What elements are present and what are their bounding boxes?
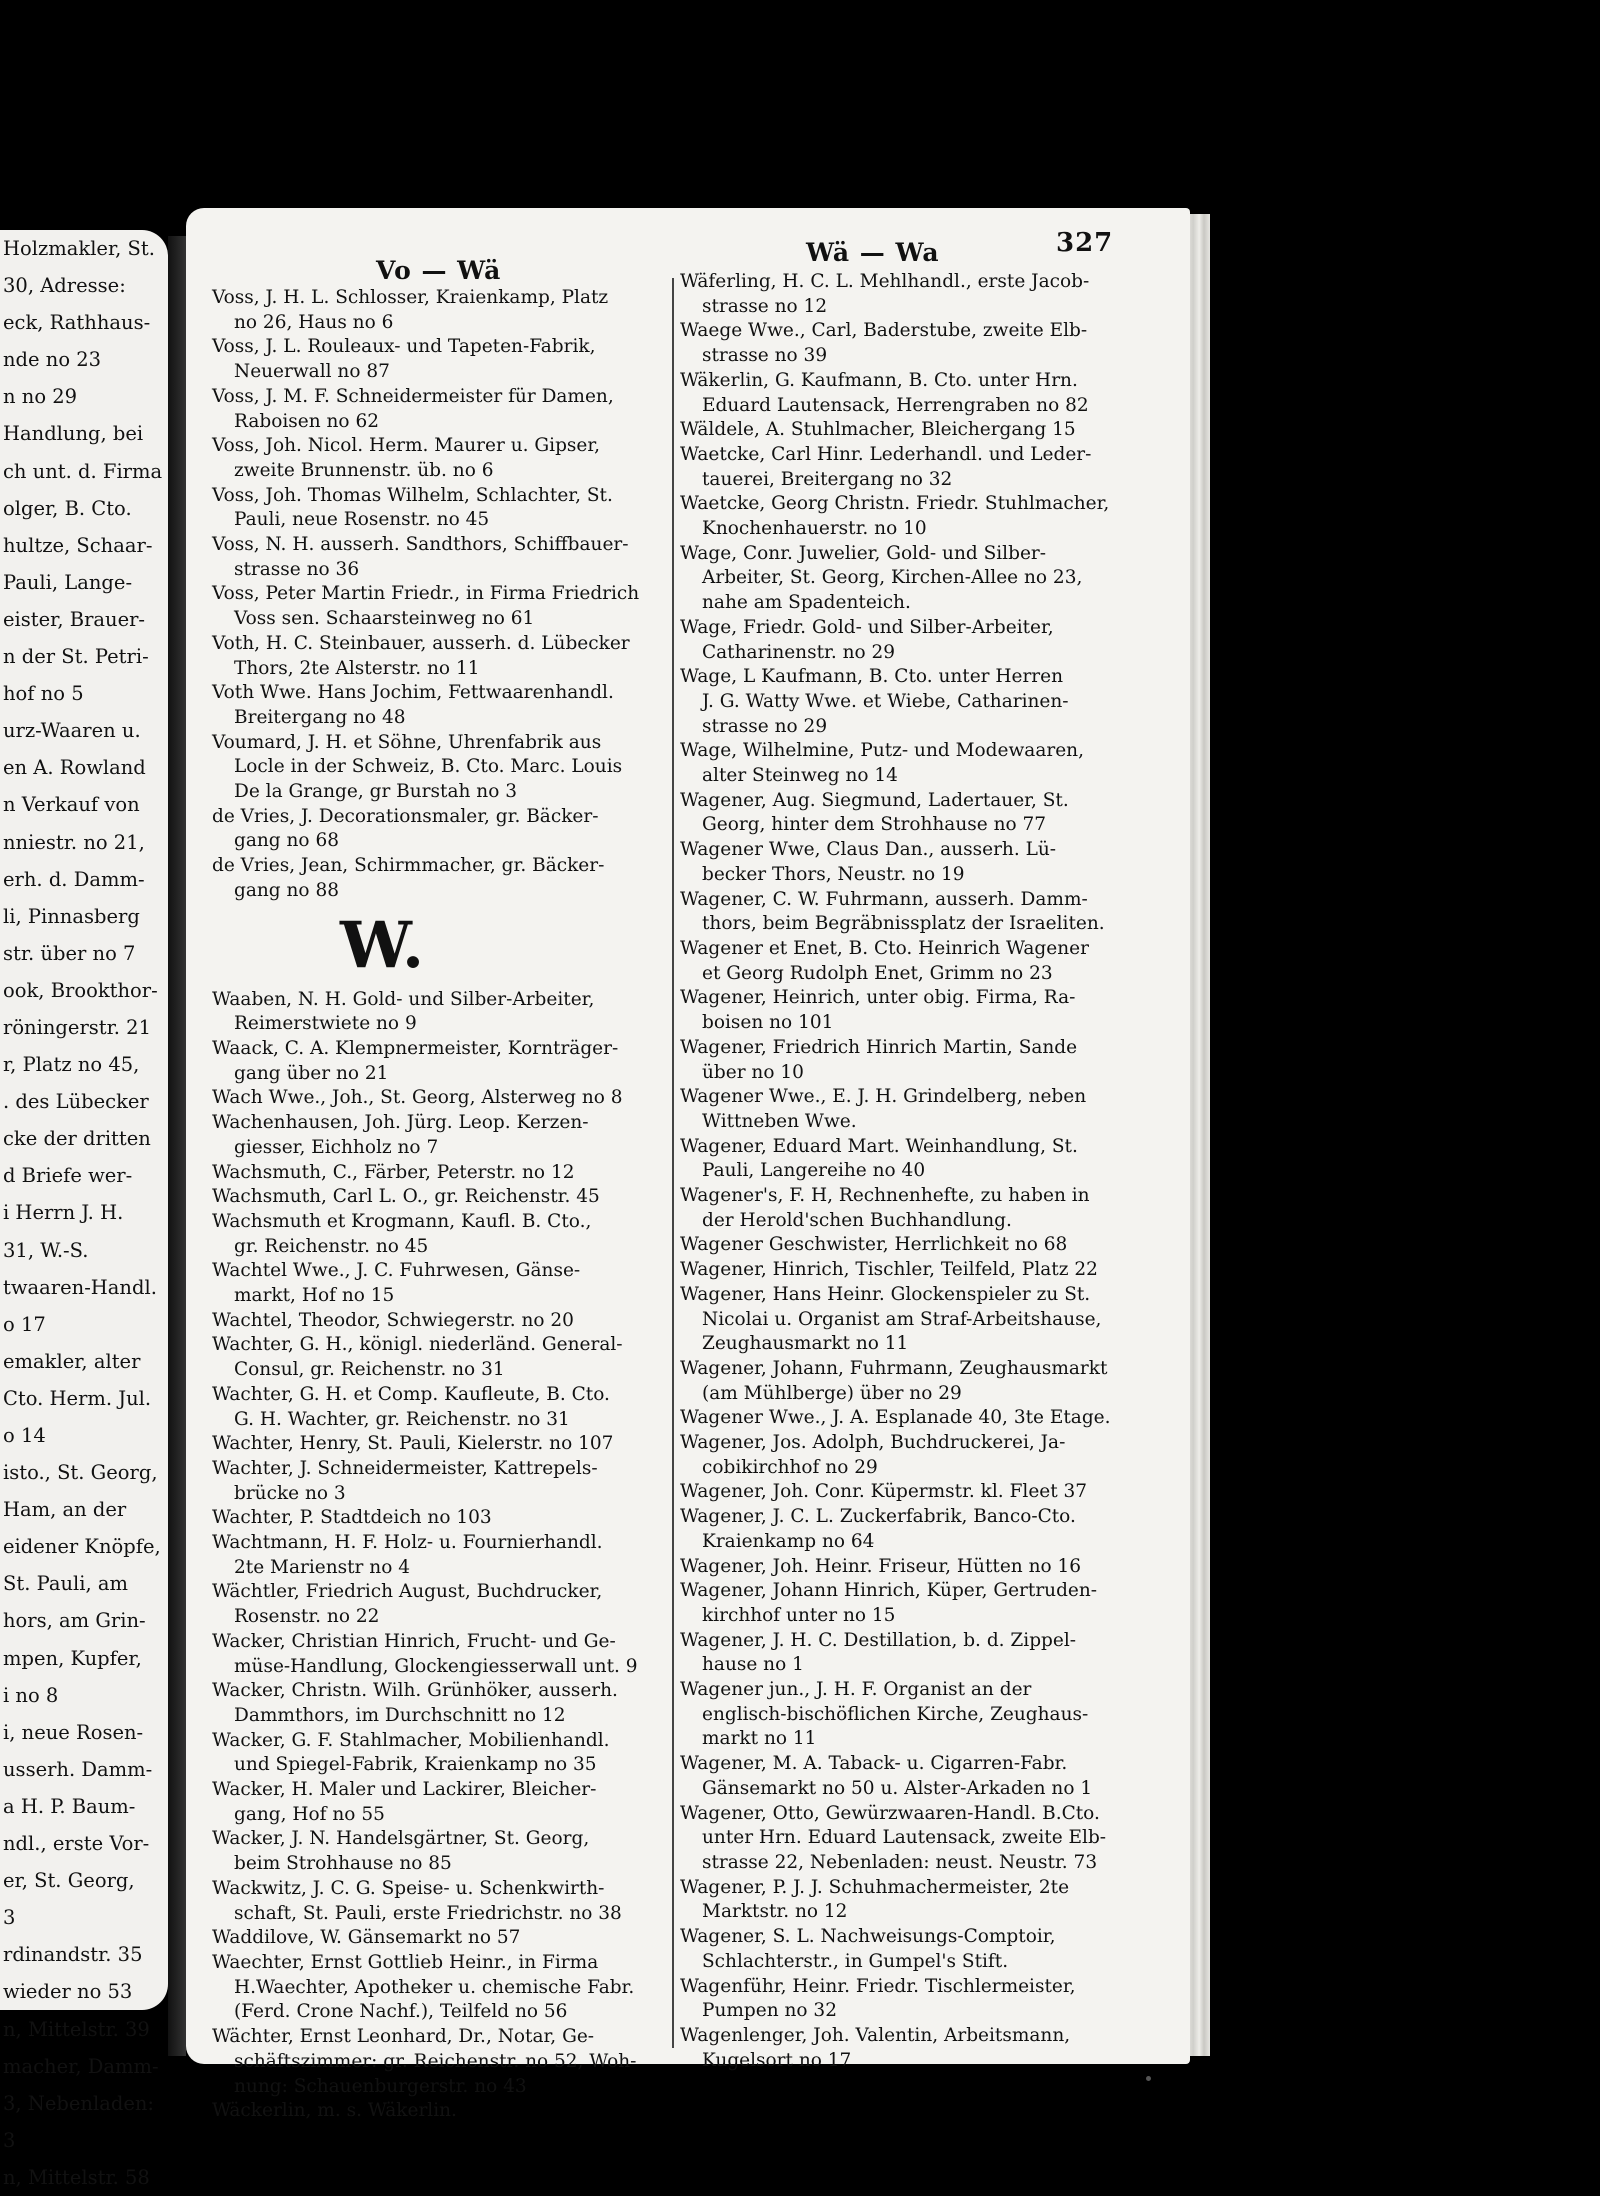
directory-entry-line: Wagener's, F. H, Rechnenhefte, zu haben in: [680, 1185, 1090, 1207]
directory-entry-line: Wachter, J. Schneidermeister, Kattrepels-: [212, 1457, 598, 1479]
left-page-line: eidener Knöpfe,: [3, 1535, 161, 1559]
gutter-shadow: [168, 236, 186, 2056]
column-divider: [672, 278, 674, 2048]
left-page-line: erh. d. Damm-: [3, 867, 145, 891]
left-page-line: röningerstr. 21: [3, 1015, 151, 1039]
directory-entry-line: gr. Reichenstr. no 45: [234, 1235, 429, 1257]
directory-entry-line: Wacker, Christn. Wilh. Grünhöker, ausserh.: [212, 1680, 618, 1702]
directory-entry-line: und Spiegel-Fabrik, Kraienkamp no 35: [234, 1754, 597, 1776]
directory-entry-line: Raboisen no 62: [234, 410, 379, 432]
directory-entry-line: nung: Schauenburgerstr. no 43: [234, 2075, 527, 2097]
left-page-line: o 14: [3, 1424, 46, 1447]
directory-entry-line: Wagener Geschwister, Herrlichkeit no 68: [680, 1234, 1068, 1256]
section-letter: W.: [340, 907, 425, 983]
directory-page: [186, 208, 1190, 2122]
directory-entry-line: Nicolai u. Organist am Straf-Arbeitshause,: [702, 1308, 1102, 1330]
directory-entry-line: Georg, hinter dem Strohhause no 77: [702, 814, 1047, 836]
directory-entry-line: Wacker, J. N. Handelsgärtner, St. Georg,: [212, 1828, 590, 1850]
directory-entry-line: gang no 88: [234, 879, 339, 901]
directory-entry-line: Wagener jun., J. H. F. Organist an der: [680, 1679, 1032, 1701]
page-number: 327: [1056, 228, 1114, 258]
left-page-line: Cto. Herm. Jul.: [3, 1386, 152, 1410]
directory-entry-line: Wittneben Wwe.: [702, 1110, 857, 1132]
directory-entry-line: müse-Handlung, Glockengiesserwall unt. 9: [234, 1655, 638, 1677]
directory-entry-line: über no 10: [702, 1061, 804, 1083]
directory-entry-line: Wagener, Heinrich, unter obig. Firma, Ra-: [680, 987, 1076, 1009]
left-page-line: o 17: [3, 1312, 46, 1336]
directory-entry-line: Wachter, G. H., königl. niederländ. General-: [212, 1334, 623, 1356]
directory-entry-line: Wagener, Aug. Siegmund, Ladertauer, St.: [680, 789, 1069, 811]
directory-entry-line: (Ferd. Crone Nachf.), Teilfeld no 56: [234, 2001, 568, 2023]
directory-entry-line: Voss, Peter Martin Friedr., in Firma Friedrich: [212, 583, 640, 605]
left-page-line: n Verkauf von: [3, 793, 140, 817]
directory-entry-line: Wage, Friedr. Gold- und Silber-Arbeiter,: [680, 616, 1054, 638]
directory-entry-line: Wächtler, Friedrich August, Buchdrucker,: [212, 1581, 603, 1603]
left-page-line: 3: [3, 1906, 16, 1930]
directory-entry-line: boisen no 101: [702, 1012, 834, 1034]
left-page-line: en A. Rowland: [3, 756, 146, 780]
directory-entry-line: Wagener, Johann Hinrich, Küper, Gertruden-: [680, 1580, 1098, 1602]
left-page-line: r, Platz no 45,: [3, 1053, 140, 1077]
directory-entry-line: Wachsmuth, Carl L. O., gr. Reichenstr. 45: [212, 1186, 600, 1208]
directory-entry-line: nahe am Spadenteich.: [702, 592, 911, 614]
directory-entry-line: Wächter, Ernst Leonhard, Dr., Notar, Ge-: [212, 2026, 595, 2048]
directory-entry-line: H.Waechter, Apotheker u. chemische Fabr.: [234, 1976, 635, 1998]
directory-entry-line: Wagener, Friedrich Hinrich Martin, Sande: [680, 1036, 1078, 1058]
directory-entry-line: Voss, Joh. Thomas Wilhelm, Schlachter, St.: [212, 484, 613, 506]
directory-entry-line: Wäkerlin, G. Kaufmann, B. Cto. unter Hrn.: [680, 369, 1078, 391]
directory-entry-line: beim Strohhause no 85: [234, 1853, 452, 1875]
directory-entry-line: Wäldele, A. Stuhlmacher, Bleichergang 15: [680, 419, 1076, 441]
left-page-line: Pauli, Lange-: [3, 570, 133, 594]
directory-entry-line: Wagener, Joh. Conr. Küpermstr. kl. Fleet 37: [680, 1481, 1088, 1503]
directory-entry-line: Wage, L Kaufmann, B. Cto. unter Herren: [680, 666, 1064, 688]
directory-entry-line: Wagener, Hinrich, Tischler, Teilfeld, Platz 22: [680, 1259, 1098, 1281]
directory-entry-line: cobikirchhof no 29: [702, 1456, 878, 1478]
directory-entry-line: Zeughausmarkt no 11: [702, 1333, 909, 1355]
left-page-line: eck, Rathhaus-: [3, 311, 151, 335]
left-page-line: macher, Damm-: [3, 2054, 159, 2078]
directory-entry-line: brücke no 3: [234, 1482, 346, 1504]
left-page-line: wieder no 53: [3, 1980, 133, 2004]
directory-entry-line: Wagener et Enet, B. Cto. Heinrich Wagener: [680, 937, 1089, 959]
directory-entry-line: Eduard Lautensack, Herrengraben no 82: [702, 394, 1089, 416]
column-left: [212, 286, 639, 2124]
left-page-line: twaaren-Handl.: [3, 1275, 157, 1299]
left-page-line: Handlung, bei: [3, 422, 144, 446]
directory-entry-line: Wachtmann, H. F. Holz- u. Fournierhandl.: [212, 1532, 603, 1554]
left-page-line: 3, Nebenladen:: [3, 2091, 155, 2115]
directory-entry-line: Voss, J. L. Rouleaux- und Tapeten-Fabrik,: [212, 336, 596, 358]
left-page-line: urz-Waaren u.: [3, 719, 141, 743]
directory-entry-line: Wachenhausen, Joh. Jürg. Leop. Kerzen-: [212, 1112, 589, 1134]
left-page-line: n no 29: [3, 385, 78, 409]
directory-entry-line: Rosenstr. no 22: [234, 1606, 380, 1628]
directory-entry-line: de Vries, Jean, Schirmmacher, gr. Bäcker-: [212, 855, 605, 877]
directory-entry-line: de Vries, J. Decorationsmaler, gr. Bäcker-: [212, 805, 599, 827]
directory-entry-line: Waddilove, W. Gänsemarkt no 57: [212, 1927, 521, 1949]
left-page-line: n der St. Petri-: [3, 645, 149, 669]
directory-entry-line: Wachsmuth, C., Färber, Peterstr. no 12: [212, 1161, 575, 1183]
directory-entry-line: Wacker, H. Maler und Lackirer, Bleicher-: [212, 1779, 597, 1801]
left-page-line: 30, Adresse:: [3, 274, 126, 298]
directory-entry-line: Wacker, Christian Hinrich, Frucht- und Ge-: [212, 1630, 616, 1652]
directory-entry-line: zweite Brunnenstr. üb. no 6: [234, 459, 494, 481]
directory-entry-line: Wagener, C. W. Fuhrmann, ausserh. Damm-: [680, 888, 1088, 910]
speck: [1146, 2076, 1151, 2081]
directory-entry-line: Pumpen no 32: [702, 2000, 837, 2022]
directory-entry-line: strasse no 39: [702, 345, 828, 367]
directory-entry-line: strasse 22, Nebenladen: neust. Neustr. 73: [702, 1852, 1098, 1873]
left-page-line: hof no 5: [3, 682, 84, 706]
directory-entry-line: tauerei, Breitergang no 32: [702, 468, 953, 490]
directory-entry-line: gang, Hof no 55: [234, 1803, 385, 1825]
directory-entry-line: Waechter, Ernst Gottlieb Heinr., in Firma: [212, 1952, 599, 1973]
directory-entry-line: Breitergang no 48: [234, 706, 406, 728]
directory-entry-line: markt, Hof no 15: [234, 1285, 395, 1307]
directory-entry-line: Wagenlenger, Joh. Valentin, Arbeitsmann,: [680, 2024, 1071, 2046]
left-page-line: emakler, alter: [3, 1349, 141, 1373]
left-page-line: i no 8: [3, 1683, 59, 1707]
left-page-line: i, neue Rosen-: [3, 1720, 144, 1744]
directory-entry-line: Wagenführ, Heinr. Friedr. Tischlermeister,: [680, 1975, 1076, 1997]
left-page-line: li, Pinnasberg: [3, 904, 140, 928]
directory-entry-line: G. H. Wachter, gr. Reichenstr. no 31: [234, 1408, 570, 1430]
directory-entry-line: (am Mühlberge) über no 29: [702, 1382, 962, 1404]
left-page-line: nniestr. no 21,: [3, 830, 145, 854]
directory-entry-line: strasse no 29: [702, 715, 828, 737]
directory-entry-line: Arbeiter, St. Georg, Kirchen-Allee no 23,: [702, 567, 1083, 589]
left-page-line: er, St. Georg,: [3, 1869, 135, 1893]
directory-entry-line: Neuerwall no 87: [234, 361, 390, 383]
directory-entry-line: Wachter, G. H. et Comp. Kaufleute, B. Cto.: [212, 1383, 610, 1405]
directory-entry-line: J. G. Watty Wwe. et Wiebe, Catharinen-: [702, 690, 1069, 712]
directory-entry-line: alter Steinweg no 14: [702, 765, 898, 787]
directory-entry-line: gang no 68: [234, 830, 339, 852]
directory-entry-line: Wagener Wwe, Claus Dan., ausserh. Lü-: [680, 839, 1057, 861]
directory-entry-line: Locle in der Schweiz, B. Cto. Marc. Louis: [234, 756, 623, 778]
directory-entry-line: Kraienkamp no 64: [702, 1530, 875, 1552]
left-page-line: n, Mittelstr. 58: [3, 2165, 150, 2189]
directory-entry-line: Voth, H. C. Steinbauer, ausserh. d. Lübecker: [212, 632, 630, 654]
directory-entry-line: Schlachterstr., in Gumpel's Stift.: [702, 1950, 1009, 1972]
directory-entry-line: schäftszimmer: gr. Reichenstr. no 52, Woh-: [234, 2050, 637, 2072]
left-page-line: isto., St. Georg,: [3, 1461, 158, 1485]
directory-entry-line: 2te Marienstr no 4: [234, 1556, 410, 1578]
directory-entry-line: Wachter, P. Stadtdeich no 103: [212, 1507, 492, 1529]
directory-entry-line: Wagener, J. H. C. Destillation, b. d. Zippel-: [680, 1629, 1076, 1651]
left-page-lines: [0, 230, 168, 2196]
directory-entry-line: Wagener, Joh. Heinr. Friseur, Hütten no 16: [680, 1555, 1082, 1577]
directory-entry-line: Wage, Conr. Juwelier, Gold- und Silber-: [680, 542, 1046, 564]
directory-entry-line: Wagener, Hans Heinr. Glockenspieler zu St.: [680, 1283, 1091, 1305]
directory-entry-line: Pauli, neue Rosenstr. no 45: [234, 509, 490, 531]
directory-entry-line: Voss, J. H. L. Schlosser, Kraienkamp, Platz: [212, 287, 609, 308]
directory-entry-line: becker Thors, Neustr. no 19: [702, 863, 965, 885]
directory-entry-line: Waaben, N. H. Gold- und Silber-Arbeiter,: [212, 988, 595, 1010]
directory-entry-line: Wachtel, Theodor, Schwiegerstr. no 20: [212, 1309, 574, 1331]
left-page-line: ndl., erste Vor-: [3, 1832, 150, 1856]
directory-entry-line: Voumard, J. H. et Söhne, Uhrenfabrik aus: [212, 731, 602, 753]
directory-entry-line: Wagener Wwe., E. J. H. Grindelberg, neben: [680, 1086, 1087, 1108]
left-page-line: ook, Brookthor-: [3, 978, 158, 1002]
left-page-line: usserh. Damm-: [3, 1757, 153, 1781]
left-page-line: olger, B. Cto.: [3, 496, 132, 520]
left-page-line: a H. P. Baum-: [3, 1794, 136, 1818]
left-page-line: ch unt. d. Firma: [3, 459, 163, 483]
left-page-line: str. über no 7: [3, 941, 136, 965]
directory-entry-line: Gänsemarkt no 50 u. Alster-Arkaden no 1: [702, 1777, 1093, 1799]
directory-entry-line: De la Grange, gr Burstah no 3: [234, 781, 517, 803]
directory-entry-line: Wagener, Jos. Adolph, Buchdruckerei, Ja-: [680, 1432, 1066, 1454]
left-page-line: cke der dritten: [3, 1127, 151, 1151]
directory-entry-line: Wage, Wilhelmine, Putz- und Modewaaren,: [680, 740, 1084, 762]
directory-entry-line: Waetcke, Carl Hinr. Lederhandl. und Leder-: [680, 443, 1092, 465]
directory-entry-line: schaft, St. Pauli, erste Friedrichstr. no 38: [234, 1902, 622, 1924]
directory-entry-line: Wäckerlin, m. s. Wäkerlin.: [212, 2100, 457, 2122]
directory-entry-line: Wagener, S. L. Nachweisungs-Comptoir,: [680, 1926, 1056, 1948]
directory-entry-line: Wagener, P. J. J. Schuhmachermeister, 2te: [680, 1876, 1070, 1898]
directory-entry-line: giesser, Eichholz no 7: [234, 1136, 439, 1158]
directory-entry-line: Wagener, Otto, Gewürzwaaren-Handl. B.Cto.: [680, 1802, 1100, 1824]
running-header-right: Wä — Wa: [806, 238, 940, 267]
directory-entry-line: Reimerstwiete no 9: [234, 1013, 417, 1035]
left-page-line: hultze, Schaar-: [3, 533, 153, 557]
directory-entry-line: strasse no 36: [234, 558, 360, 580]
directory-entry-line: Wachtel Wwe., J. C. Fuhrwesen, Gänse-: [212, 1260, 581, 1282]
directory-entry-line: Wachter, Henry, St. Pauli, Kielerstr. no 107: [212, 1433, 614, 1455]
directory-entry-line: hause no 1: [702, 1654, 804, 1676]
left-page-line: . des Lübecker: [3, 1090, 149, 1114]
directory-entry-line: Wagener, Johann, Fuhrmann, Zeughausmarkt: [680, 1357, 1108, 1379]
directory-entry-line: Waetcke, Georg Christn. Friedr. Stuhlmacher,: [680, 493, 1110, 515]
directory-entry-line: Consul, gr. Reichenstr. no 31: [234, 1359, 505, 1381]
directory-entry-line: Dammthors, im Durchschnitt no 12: [234, 1704, 566, 1726]
left-page-line: 31, W.-S.: [3, 1238, 89, 1262]
left-page-line: Holzmakler, St.: [3, 237, 155, 260]
directory-entry-line: Voss sen. Schaarsteinweg no 61: [234, 608, 535, 630]
directory-entry-line: Wagener, J. C. L. Zuckerfabrik, Banco-Cto.: [680, 1506, 1076, 1528]
directory-entry-line: Wäferling, H. C. L. Mehlhandl., erste Jacob-: [680, 271, 1090, 292]
directory-entry-line: thors, beim Begräbnissplatz der Israeliten.: [702, 913, 1105, 935]
directory-entry-line: Wagener, M. A. Taback- u. Cigarren-Fabr.: [680, 1753, 1068, 1775]
directory-entry-line: Voss, N. H. ausserh. Sandthors, Schiffbauer-: [212, 534, 629, 556]
directory-entry-line: markt no 11: [702, 1728, 817, 1750]
directory-entry-line: no 26, Haus no 6: [234, 311, 394, 333]
directory-entry-line: der Herold'schen Buchhandlung.: [702, 1209, 1012, 1231]
directory-entry-line: Kugelsort no 17: [702, 2049, 852, 2071]
left-page-line: hors, am Grin-: [3, 1609, 146, 1633]
directory-entry-line: Wagener, Eduard Mart. Weinhandlung, St.: [680, 1135, 1078, 1157]
directory-entry-line: Voss, J. M. F. Schneidermeister für Damen,: [212, 385, 614, 407]
left-page-line: mpen, Kupfer,: [3, 1646, 142, 1670]
directory-entry-line: Waack, C. A. Klempnermeister, Kornträger-: [212, 1037, 619, 1059]
directory-entry-line: Wach Wwe., Joh., St. Georg, Alsterweg no 8: [212, 1087, 623, 1109]
left-page-line: rdinandstr. 35: [3, 1943, 143, 1967]
left-page-line: n, Mittelstr. 39: [3, 2017, 150, 2041]
directory-entry-line: englisch-bischöflichen Kirche, Zeughaus-: [702, 1703, 1089, 1725]
directory-entry-line: et Georg Rudolph Enet, Grimm no 23: [702, 962, 1053, 984]
left-page-line: i Herrn J. H.: [3, 1201, 124, 1225]
left-page-line: 3: [3, 2128, 16, 2152]
left-page-line: eister, Brauer-: [3, 607, 146, 631]
directory-entry-line: Thors, 2te Alsterstr. no 11: [234, 657, 480, 679]
directory-entry-line: Voth Wwe. Hans Jochim, Fettwaarenhandl.: [212, 682, 614, 704]
left-page-fragment: [0, 230, 168, 2189]
directory-entry-line: strasse no 12: [702, 295, 828, 317]
directory-entry-line: unter Hrn. Eduard Lautensack, zweite Elb-: [702, 1827, 1107, 1849]
directory-entry-line: Knochenhauerstr. no 10: [702, 518, 927, 540]
left-page-line: Ham, an der: [3, 1498, 127, 1522]
directory-entry-line: Wachsmuth et Krogmann, Kaufl. B. Cto.,: [212, 1210, 592, 1232]
directory-entry-line: Wacker, G. F. Stahlmacher, Mobilienhandl.: [212, 1729, 610, 1751]
left-page-line: d Briefe wer-: [3, 1164, 133, 1188]
directory-entry-line: Marktstr. no 12: [702, 1901, 848, 1923]
directory-entry-line: Catharinenstr. no 29: [702, 641, 896, 663]
column-right: [680, 270, 1111, 2073]
running-header-left: Vo — Wä: [376, 256, 502, 285]
directory-entry-line: Waege Wwe., Carl, Baderstube, zweite Elb-: [680, 320, 1088, 342]
directory-entry-line: kirchhof unter no 15: [702, 1604, 896, 1626]
directory-entry-line: Wagener Wwe., J. A. Esplanade 40, 3te Etage.: [680, 1407, 1111, 1429]
left-page-line: St. Pauli, am: [3, 1572, 129, 1596]
left-page-line: nde no 23: [3, 348, 102, 372]
directory-entry-line: Voss, Joh. Nicol. Herm. Maurer u. Gipser,: [212, 435, 601, 457]
directory-entry-line: Pauli, Langereihe no 40: [702, 1160, 926, 1182]
directory-entry-line: Wackwitz, J. C. G. Speise- u. Schenkwirth-: [212, 1877, 605, 1899]
directory-entry-line: gang über no 21: [234, 1062, 389, 1084]
